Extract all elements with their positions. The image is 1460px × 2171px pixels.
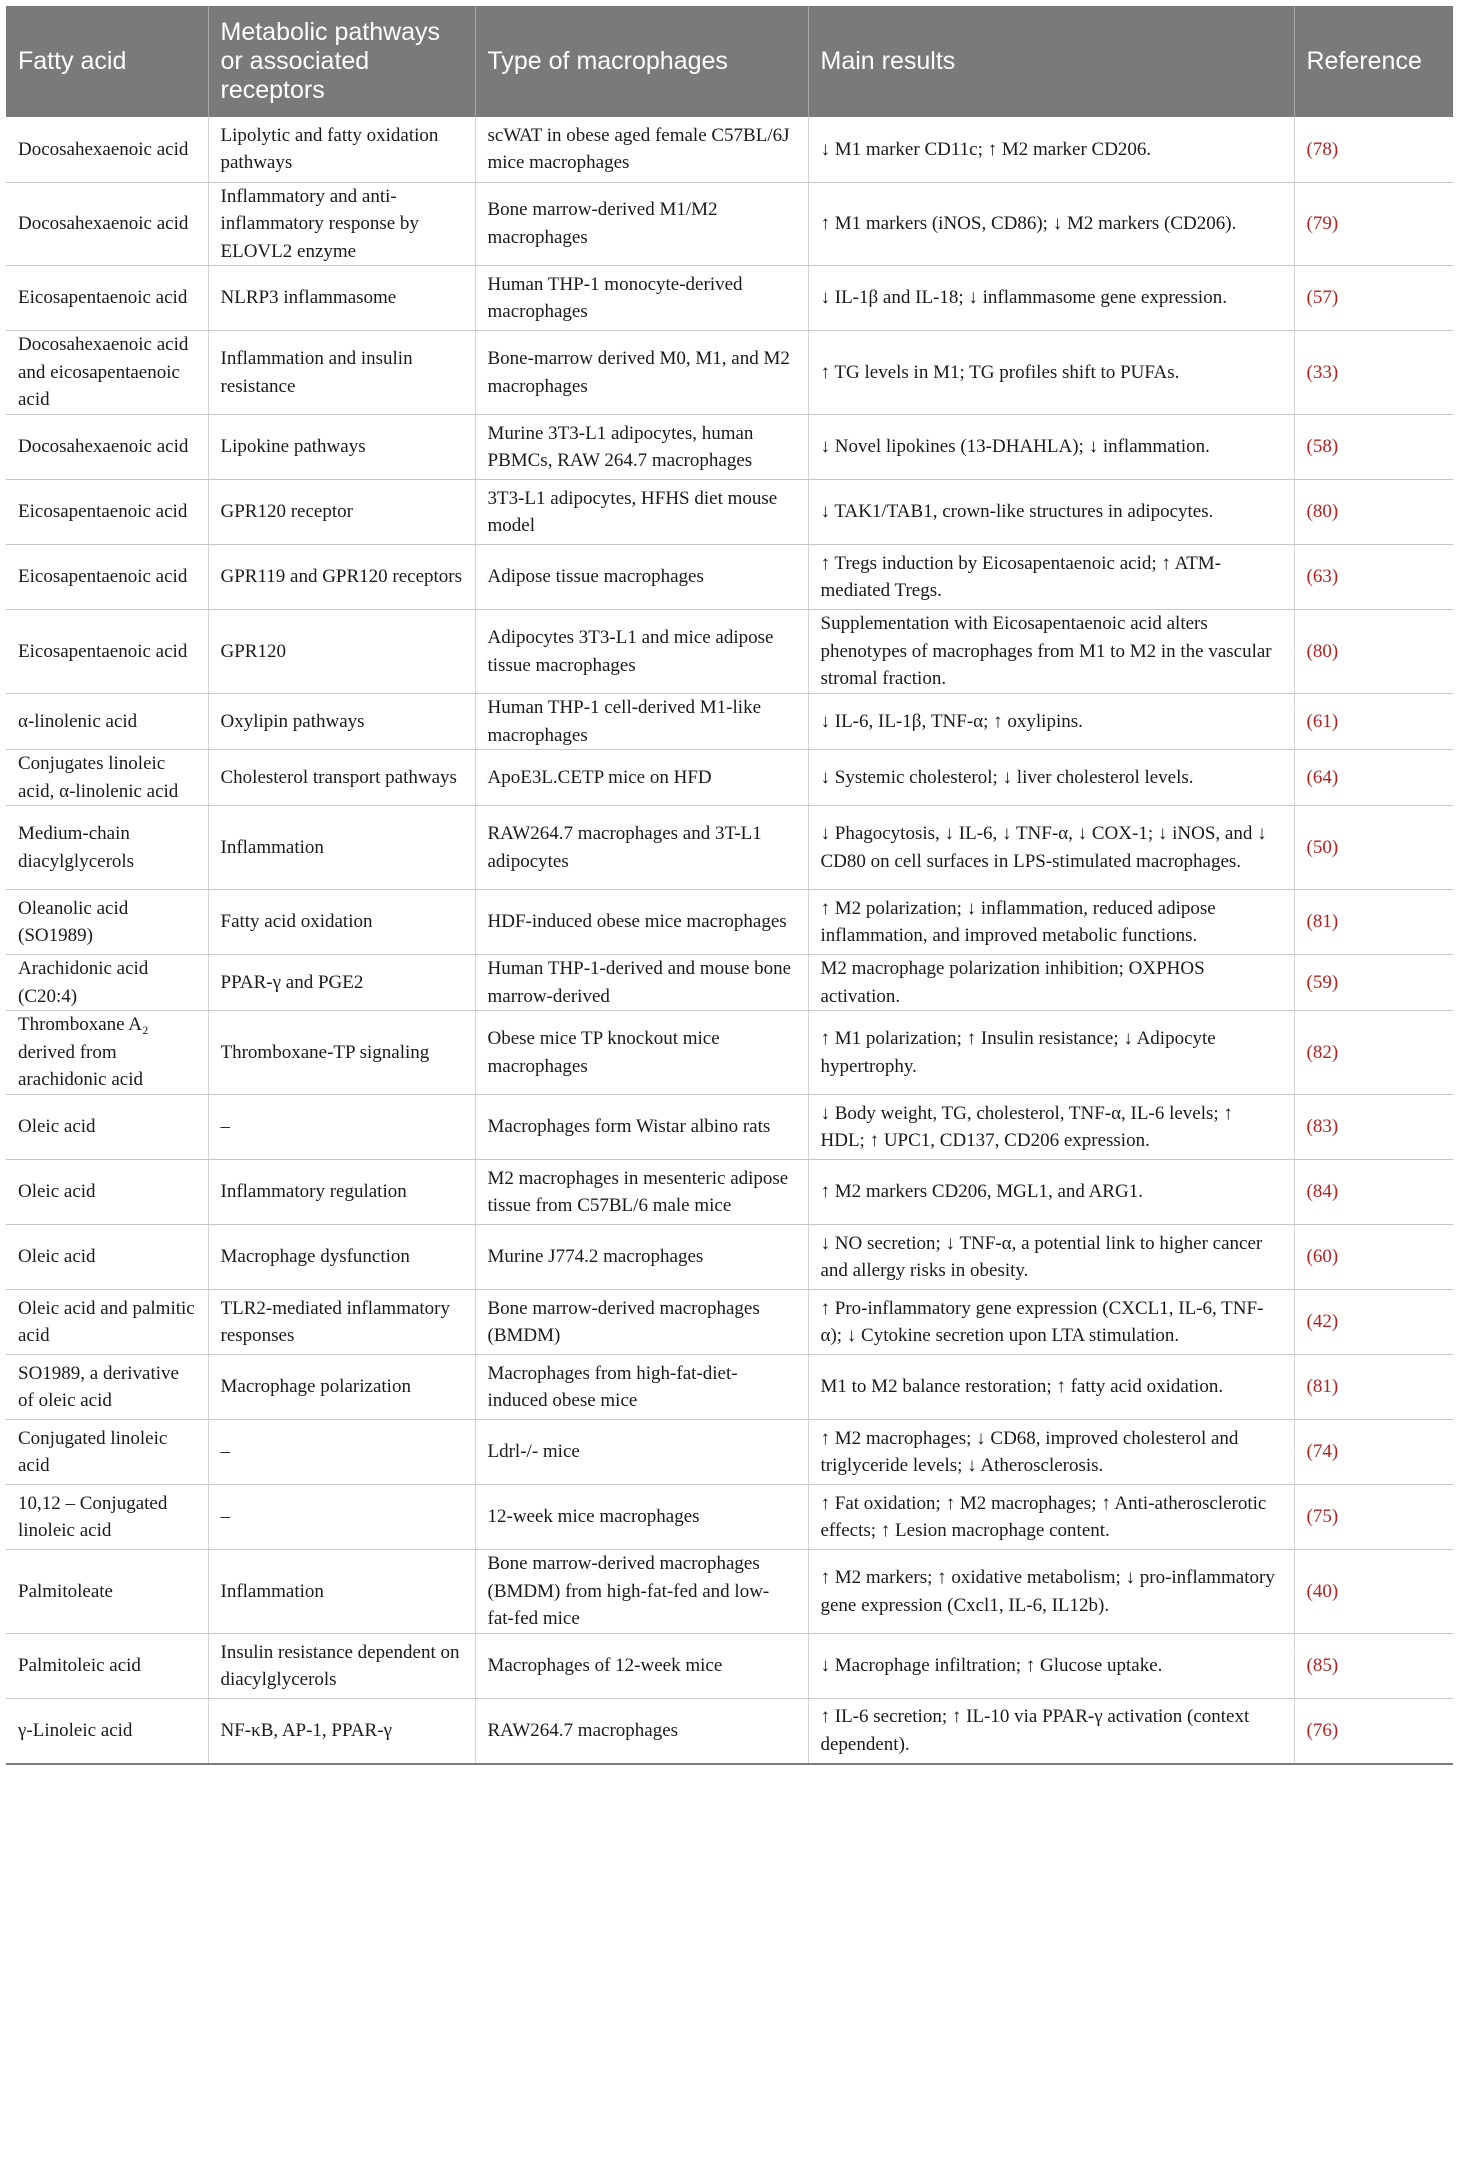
cell-fatty-acid: Eicosapentaenoic acid	[6, 545, 208, 610]
cell-main-results: ↓ Phagocytosis, ↓ IL-6, ↓ TNF-α, ↓ COX-1; ↓ iNOS, and ↓ CD80 on cell surfaces in LPS-stimulated macrophages.	[808, 806, 1294, 890]
reference-link[interactable]: (80)	[1294, 480, 1453, 545]
cell-fatty-acid: Eicosapentaenoic acid	[6, 266, 208, 331]
cell-main-results: ↑ M1 markers (iNOS, CD86); ↓ M2 markers (CD206).	[808, 182, 1294, 266]
table-row	[6, 1225, 1453, 1290]
cell-macrophage-type: RAW264.7 macrophages and 3T-L1 adipocytes	[475, 806, 808, 890]
cell-fatty-acid: Docosahexaenoic acid	[6, 117, 208, 182]
reference-link[interactable]: (84)	[1294, 1160, 1453, 1225]
cell-pathway: GPR120 receptor	[208, 480, 475, 545]
table-row	[6, 1290, 1453, 1355]
table-row	[6, 1095, 1453, 1160]
header-macrophage-type: Type of macrophages	[475, 6, 808, 117]
cell-main-results: ↓ TAK1/TAB1, crown-like structures in adipocytes.	[808, 480, 1294, 545]
reference-link[interactable]: (50)	[1294, 806, 1453, 890]
cell-fatty-acid: Oleic acid	[6, 1160, 208, 1225]
cell-fatty-acid: 10,12 – Conjugated linoleic acid	[6, 1485, 208, 1550]
reference-link[interactable]: (61)	[1294, 694, 1453, 750]
reference-link[interactable]: (60)	[1294, 1225, 1453, 1290]
cell-pathway: Inflammation	[208, 806, 475, 890]
table-row	[6, 1485, 1453, 1550]
cell-fatty-acid: Oleic acid	[6, 1095, 208, 1160]
cell-fatty-acid: α-linolenic acid	[6, 694, 208, 750]
cell-macrophage-type: Human THP-1 monocyte-derived macrophages	[475, 266, 808, 331]
cell-pathway: NLRP3 inflammasome	[208, 266, 475, 331]
header-fatty-acid: Fatty acid	[6, 6, 208, 117]
cell-main-results: ↑ Fat oxidation; ↑ M2 macrophages; ↑ Anti-atherosclerotic effects; ↑ Lesion macrophage content.	[808, 1485, 1294, 1550]
cell-main-results: ↓ NO secretion; ↓ TNF-α, a potential link to higher cancer and allergy risks in obesity.	[808, 1225, 1294, 1290]
table-row	[6, 182, 1453, 266]
reference-link[interactable]: (59)	[1294, 955, 1453, 1011]
table-row	[6, 545, 1453, 610]
cell-pathway: Inflammation and insulin resistance	[208, 331, 475, 415]
cell-macrophage-type: Macrophages from high-fat-diet-induced obese mice	[475, 1355, 808, 1420]
reference-link[interactable]: (81)	[1294, 890, 1453, 955]
reference-link[interactable]: (76)	[1294, 1699, 1453, 1764]
cell-macrophage-type: Adipose tissue macrophages	[475, 545, 808, 610]
cell-pathway: Inflammatory regulation	[208, 1160, 475, 1225]
table-container	[6, 6, 1453, 1765]
cell-pathway: GPR120	[208, 610, 475, 694]
cell-fatty-acid: Thromboxane A₂ derived from arachidonic acid	[6, 1011, 208, 1095]
table-row	[6, 1355, 1453, 1420]
fatty-acid-table	[6, 6, 1453, 1765]
cell-macrophage-type: Human THP-1-derived and mouse bone marrow-derived	[475, 955, 808, 1011]
cell-pathway: Macrophage polarization	[208, 1355, 475, 1420]
header-main-results: Main results	[808, 6, 1294, 117]
cell-macrophage-type: Bone-marrow derived M0, M1, and M2 macrophages	[475, 331, 808, 415]
cell-macrophage-type: M2 macrophages in mesenteric adipose tissue from C57BL/6 male mice	[475, 1160, 808, 1225]
cell-main-results: ↓ IL-6, IL-1β, TNF-α; ↑ oxylipins.	[808, 694, 1294, 750]
cell-macrophage-type: Bone marrow-derived M1/M2 macrophages	[475, 182, 808, 266]
cell-main-results: ↑ Tregs induction by Eicosapentaenoic acid; ↑ ATM-mediated Tregs.	[808, 545, 1294, 610]
cell-fatty-acid: Docosahexaenoic acid and eicosapentaenoic acid	[6, 331, 208, 415]
cell-macrophage-type: 3T3-L1 adipocytes, HFHS diet mouse model	[475, 480, 808, 545]
cell-fatty-acid: Oleic acid and palmitic acid	[6, 1290, 208, 1355]
table-row	[6, 890, 1453, 955]
cell-pathway: NF-κB, AP-1, PPAR-γ	[208, 1699, 475, 1764]
cell-macrophage-type: Murine J774.2 macrophages	[475, 1225, 808, 1290]
header-row	[6, 6, 1453, 117]
cell-pathway: Cholesterol transport pathways	[208, 750, 475, 806]
cell-main-results: ↑ TG levels in M1; TG profiles shift to PUFAs.	[808, 331, 1294, 415]
cell-macrophage-type: Adipocytes 3T3-L1 and mice adipose tissue macrophages	[475, 610, 808, 694]
cell-macrophage-type: 12-week mice macrophages	[475, 1485, 808, 1550]
table-header	[6, 6, 1453, 117]
cell-pathway: TLR2-mediated inflammatory responses	[208, 1290, 475, 1355]
reference-link[interactable]: (80)	[1294, 610, 1453, 694]
cell-pathway: –	[208, 1095, 475, 1160]
cell-main-results: ↑ M1 polarization; ↑ Insulin resistance; ↓ Adipocyte hypertrophy.	[808, 1011, 1294, 1095]
cell-pathway: Fatty acid oxidation	[208, 890, 475, 955]
cell-macrophage-type: Bone marrow-derived macrophages (BMDM)	[475, 1290, 808, 1355]
reference-link[interactable]: (83)	[1294, 1095, 1453, 1160]
cell-main-results: ↑ M2 macrophages; ↓ CD68, improved cholesterol and triglyceride levels; ↓ Atherosclerosis.	[808, 1420, 1294, 1485]
table-row	[6, 415, 1453, 480]
cell-macrophage-type: Macrophages form Wistar albino rats	[475, 1095, 808, 1160]
header-reference: Reference	[1294, 6, 1453, 117]
cell-fatty-acid: Medium-chain diacylglycerols	[6, 806, 208, 890]
cell-pathway: Lipolytic and fatty oxidation pathways	[208, 117, 475, 182]
reference-link[interactable]: (82)	[1294, 1011, 1453, 1095]
cell-main-results: ↑ M2 markers; ↑ oxidative metabolism; ↓ pro-inflammatory gene expression (Cxcl1, IL-6, IL12b).	[808, 1550, 1294, 1634]
cell-main-results: ↓ Macrophage infiltration; ↑ Glucose uptake.	[808, 1634, 1294, 1699]
table-row	[6, 1550, 1453, 1634]
cell-main-results: M1 to M2 balance restoration; ↑ fatty acid oxidation.	[808, 1355, 1294, 1420]
table-row	[6, 1634, 1453, 1699]
reference-link[interactable]: (58)	[1294, 415, 1453, 480]
reference-link[interactable]: (81)	[1294, 1355, 1453, 1420]
cell-main-results: ↓ IL-1β and IL-18; ↓ inflammasome gene expression.	[808, 266, 1294, 331]
table-row	[6, 955, 1453, 1011]
cell-fatty-acid: Docosahexaenoic acid	[6, 415, 208, 480]
table-row	[6, 480, 1453, 545]
cell-fatty-acid: Oleanolic acid (SO1989)	[6, 890, 208, 955]
cell-main-results: ↑ M2 markers CD206, MGL1, and ARG1.	[808, 1160, 1294, 1225]
cell-main-results: ↓ M1 marker CD11c; ↑ M2 marker CD206.	[808, 117, 1294, 182]
cell-macrophage-type: HDF-induced obese mice macrophages	[475, 890, 808, 955]
cell-fatty-acid: Conjugates linoleic acid, α-linolenic acid	[6, 750, 208, 806]
table-row	[6, 1011, 1453, 1095]
cell-pathway: –	[208, 1420, 475, 1485]
header-metabolic-pathways: Metabolic pathways or associated receptors	[208, 6, 475, 117]
cell-fatty-acid: Palmitoleic acid	[6, 1634, 208, 1699]
cell-main-results: ↓ Systemic cholesterol; ↓ liver cholesterol levels.	[808, 750, 1294, 806]
reference-link[interactable]: (40)	[1294, 1550, 1453, 1634]
reference-link[interactable]: (78)	[1294, 117, 1453, 182]
cell-pathway: Thromboxane-TP signaling	[208, 1011, 475, 1095]
cell-main-results: ↓ Novel lipokines (13-DHAHLA); ↓ inflammation.	[808, 415, 1294, 480]
table-row	[6, 331, 1453, 415]
cell-macrophage-type: Human THP-1 cell-derived M1-like macrophages	[475, 694, 808, 750]
cell-fatty-acid: Docosahexaenoic acid	[6, 182, 208, 266]
table-row	[6, 610, 1453, 694]
cell-pathway: GPR119 and GPR120 receptors	[208, 545, 475, 610]
table-body	[6, 117, 1453, 1764]
reference-link[interactable]: (64)	[1294, 750, 1453, 806]
table-row	[6, 806, 1453, 890]
cell-pathway: Inflammatory and anti-inflammatory response by ELOVL2 enzyme	[208, 182, 475, 266]
table-row	[6, 1420, 1453, 1485]
reference-link[interactable]: (57)	[1294, 266, 1453, 331]
reference-link[interactable]: (85)	[1294, 1634, 1453, 1699]
cell-fatty-acid: Conjugated linoleic acid	[6, 1420, 208, 1485]
cell-fatty-acid: Eicosapentaenoic acid	[6, 480, 208, 545]
table-row	[6, 1160, 1453, 1225]
reference-link[interactable]: (79)	[1294, 182, 1453, 266]
cell-main-results: ↓ Body weight, TG, cholesterol, TNF-α, IL-6 levels; ↑ HDL; ↑ UPC1, CD137, CD206 expression.	[808, 1095, 1294, 1160]
cell-main-results: ↑ IL-6 secretion; ↑ IL-10 via PPAR-γ activation (context dependent).	[808, 1699, 1294, 1764]
cell-fatty-acid: Arachidonic acid (C20:4)	[6, 955, 208, 1011]
cell-pathway: PPAR-γ and PGE2	[208, 955, 475, 1011]
cell-fatty-acid: Eicosapentaenoic acid	[6, 610, 208, 694]
reference-link[interactable]: (75)	[1294, 1485, 1453, 1550]
cell-pathway: –	[208, 1485, 475, 1550]
table-row	[6, 266, 1453, 331]
reference-link[interactable]: (63)	[1294, 545, 1453, 610]
cell-main-results: ↑ Pro-inflammatory gene expression (CXCL1, IL-6, TNF-α); ↓ Cytokine secretion upon LTA stimulation.	[808, 1290, 1294, 1355]
cell-pathway: Oxylipin pathways	[208, 694, 475, 750]
cell-macrophage-type: Obese mice TP knockout mice macrophages	[475, 1011, 808, 1095]
cell-fatty-acid: γ-Linoleic acid	[6, 1699, 208, 1764]
cell-pathway: Macrophage dysfunction	[208, 1225, 475, 1290]
reference-link[interactable]: (42)	[1294, 1290, 1453, 1355]
cell-pathway: Inflammation	[208, 1550, 475, 1634]
table-row	[6, 694, 1453, 750]
cell-macrophage-type: Murine 3T3-L1 adipocytes, human PBMCs, RAW 264.7 macrophages	[475, 415, 808, 480]
cell-fatty-acid: Oleic acid	[6, 1225, 208, 1290]
table-row	[6, 1699, 1453, 1764]
cell-macrophage-type: ApoE3L.CETP mice on HFD	[475, 750, 808, 806]
cell-macrophage-type: Macrophages of 12-week mice	[475, 1634, 808, 1699]
cell-macrophage-type: RAW264.7 macrophages	[475, 1699, 808, 1764]
reference-link[interactable]: (74)	[1294, 1420, 1453, 1485]
cell-macrophage-type: Bone marrow-derived macrophages (BMDM) from high-fat-fed and low-fat-fed mice	[475, 1550, 808, 1634]
table-row	[6, 117, 1453, 182]
cell-fatty-acid: SO1989, a derivative of oleic acid	[6, 1355, 208, 1420]
cell-macrophage-type: Ldrl-/- mice	[475, 1420, 808, 1485]
cell-fatty-acid: Palmitoleate	[6, 1550, 208, 1634]
cell-main-results: ↑ M2 polarization; ↓ inflammation, reduced adipose inflammation, and improved metabolic functions.	[808, 890, 1294, 955]
cell-macrophage-type: scWAT in obese aged female C57BL/6J mice macrophages	[475, 117, 808, 182]
reference-link[interactable]: (33)	[1294, 331, 1453, 415]
cell-pathway: Insulin resistance dependent on diacylglycerols	[208, 1634, 475, 1699]
cell-pathway: Lipokine pathways	[208, 415, 475, 480]
cell-main-results: M2 macrophage polarization inhibition; OXPHOS activation.	[808, 955, 1294, 1011]
table-row	[6, 750, 1453, 806]
cell-main-results: Supplementation with Eicosapentaenoic acid alters phenotypes of macrophages from M1 to M2 in the vascular stromal fraction.	[808, 610, 1294, 694]
